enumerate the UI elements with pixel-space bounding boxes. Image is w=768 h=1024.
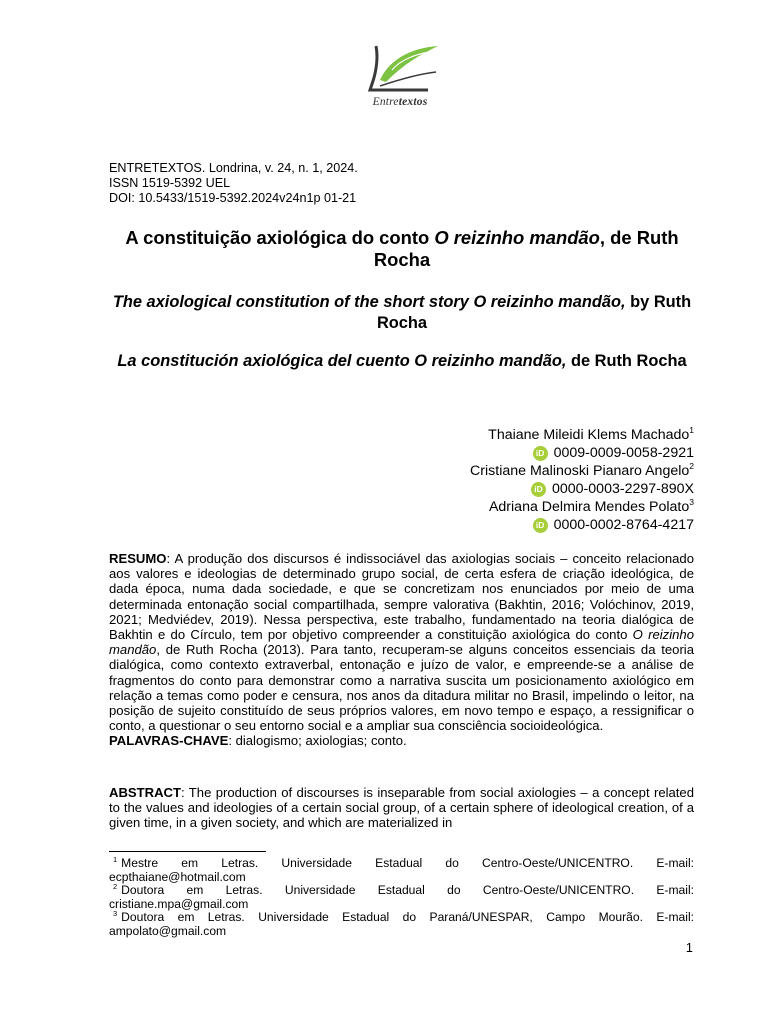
author-name: Thaiane Mileidi Klems Machado$^1$ (488, 425, 694, 443)
footnote: $^1$ Mestre em Letras. Universidade Estadual do Centro-Oeste/UNICENTRO. E-mail: ecpthaiane@hotmail.com (109, 855, 694, 884)
author-name: Cristiane Malinoski Pianaro Angelo$^2$ (470, 461, 694, 479)
page-number: 1 (685, 940, 693, 955)
journal-metadata (109, 161, 358, 207)
orcid-icon: iD (533, 446, 548, 461)
author-list (470, 426, 694, 534)
abstract-label: ABSTRACT (109, 785, 182, 800)
keywords-text: : dialogismo; axiologias; conto. (228, 733, 407, 749)
abstract-section: ABSTRACT: The production of discourses is inseparable from social axiologies – a concept related to the values and ideologies of a certain social group, of a certain sphere of ideological creation, of a given time, in a given society, and which are materialized in (109, 785, 694, 831)
author-orcid[interactable]: iD 0009-0009-0058-2921 (470, 444, 694, 462)
orcid-icon: iD (533, 518, 548, 533)
book-leaf-icon (358, 40, 442, 98)
resumo-label: RESUMO (109, 551, 167, 566)
resumo-section: RESUMO: A produção dos discursos é indissociável das axiologias sociais – conceito relacionado aos valores e ideologias de determinado grupo social, de certa esfera de criação ideológica, de dada época, numa dada sociedade, e que se concretizam nos enunciados por meio de uma determinada entonação social compartilhada, sempre valorativa (Bakhtin, 2016; Volóchinov, 2019, 2021; Medviédev, 2019). Nessa perspectiva, este trabalho, fundamentado na teoria dialógica de Bakhtin e do Círculo, tem por objetivo compreender a constituição axiológica do conto O reizinho mandão, de Ruth Rocha (2013). Para tanto, recuperam-se alguns conceitos essenciais da teoria dialógica, como contexto extraverbal, entonação e juízo de valor, e empreende-se a análise de fragmentos do conto para demonstrar como a narrativa suscita um posicionamento axiológico em relação a temas como poder e censura, nos anos da ditadura militar no Brasil, impelindo o leitor, na posição de sujeito constituído de seus próprios valores, em novo tempo e espaço, a ressignificar o conto, a questionar o seu entorno social e a ampliar sua consciência socioideológica. PALAVRAS-CHAVE: dialogismo; axiologias; conto. (109, 551, 694, 749)
title-spanish: La constitución axiológica del cuento O reizinho mandão, de Ruth Rocha (117, 352, 687, 370)
author-orcid[interactable]: iD 0000-0003-2297-890X (470, 480, 694, 498)
footnotes (109, 857, 694, 939)
title-english: The axiological constitution of the short story O reizinho mandão, by Ruth Rocha (112, 293, 692, 332)
doi: DOI: 10.5433/1519-5392.2024v24n1p 01-21 (109, 191, 357, 206)
footnote: $^3$ Doutora em Letras. Universidade Estadual do Paraná/UNESPAR, Campo Mourão. E-mail: ampolato@gmail.com (109, 909, 694, 938)
keywords-label: PALAVRAS-CHAVE (109, 733, 229, 749)
journal-logo (355, 40, 445, 118)
footnote: $^2$ Doutora em Letras. Universidade Estadual do Centro-Oeste/UNICENTRO. E-mail: cristiane.mpa@gmail.com (109, 882, 694, 911)
footnote-divider (109, 851, 266, 852)
author-name: Adriana Delmira Mendes Polato$^3$ (488, 497, 694, 515)
orcid-icon: iD (531, 482, 546, 497)
logo-wordmark: Entretextos (372, 96, 428, 108)
issn: ISSN 1519-5392 UEL (109, 176, 231, 191)
author-orcid[interactable]: iD 0000-0002-8764-4217 (470, 516, 694, 534)
journal-citation: ENTRETEXTOS. Londrina, v. 24, n. 1, 2024. (109, 161, 358, 175)
title-portuguese: A constituição axiológica do conto O reizinho mandão, de Ruth Rocha (125, 227, 679, 270)
